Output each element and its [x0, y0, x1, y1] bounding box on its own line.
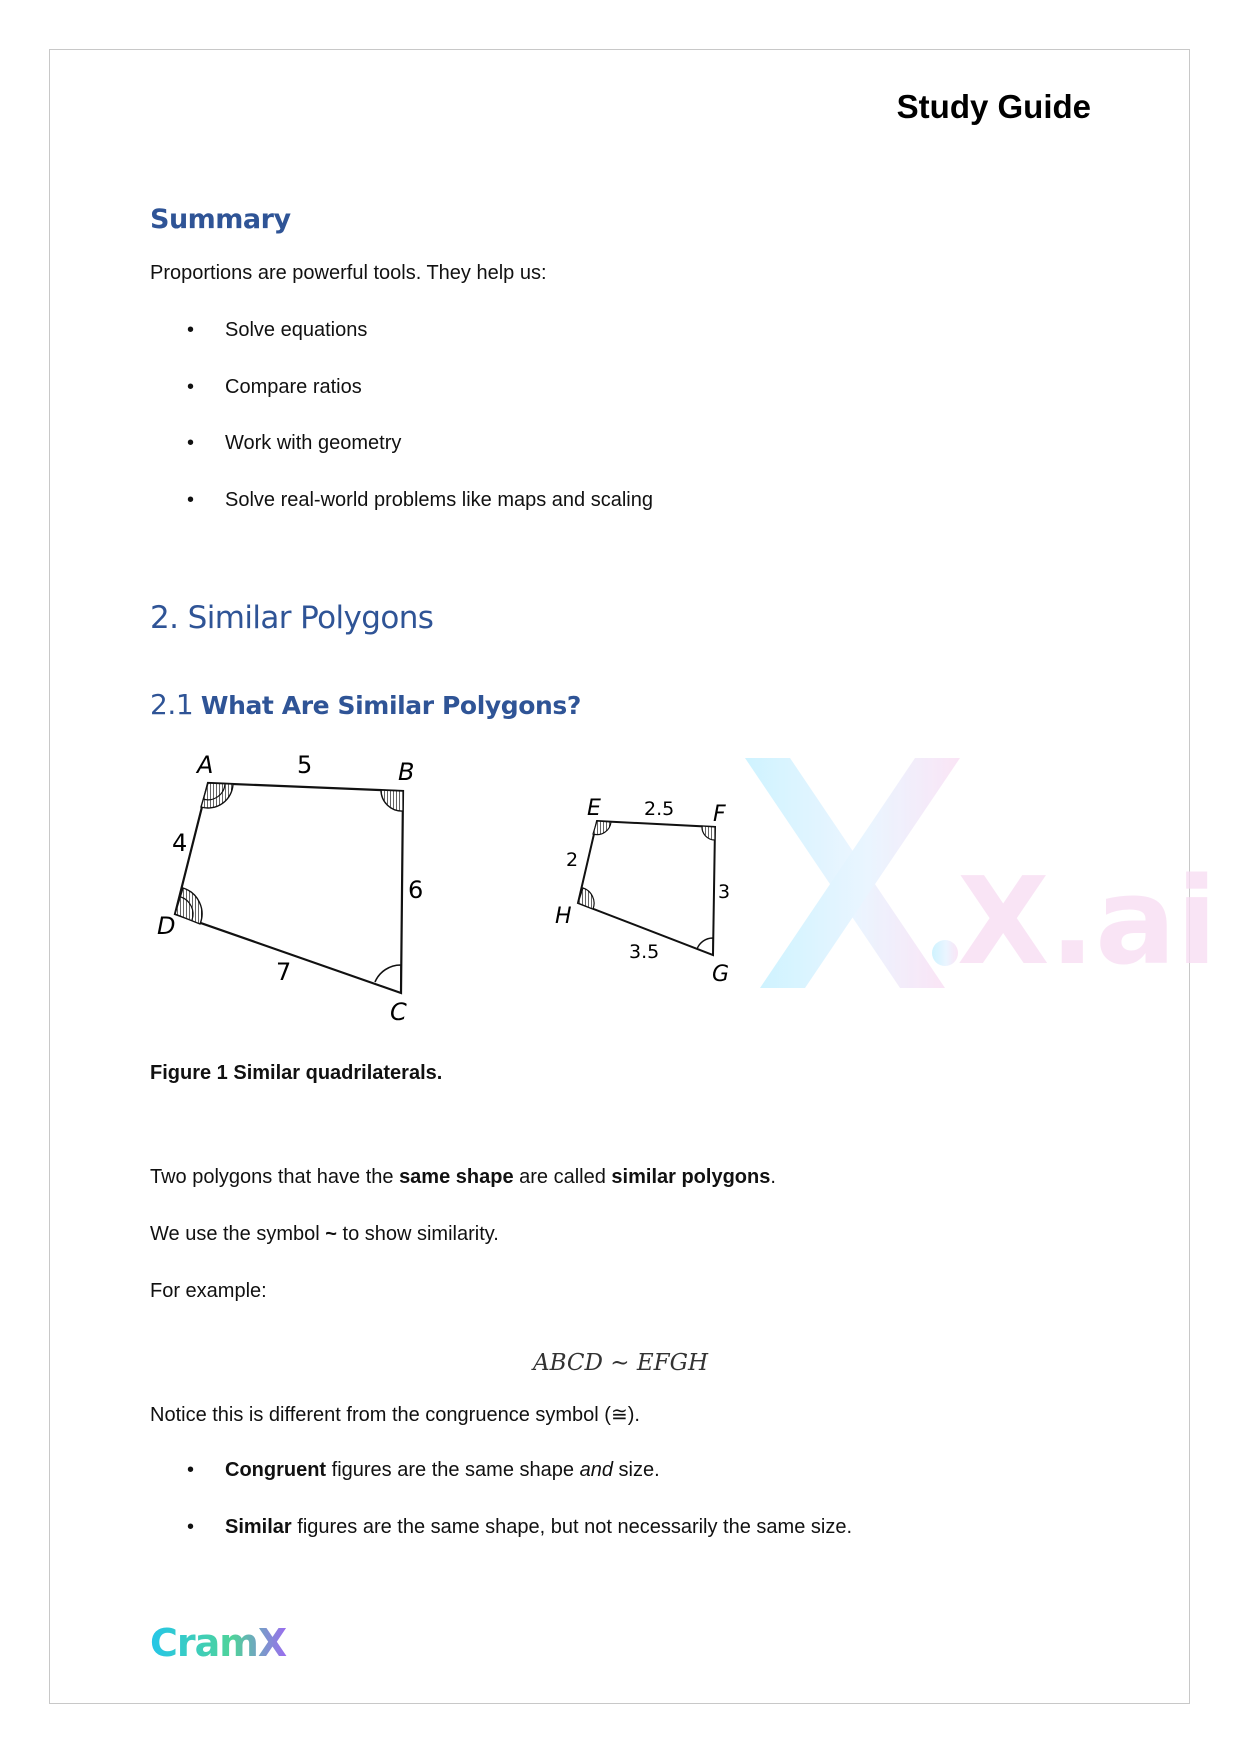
summary-bullet: • Solve equations: [187, 319, 368, 341]
congruent-bullet: • Congruent figures are the same shape and size.: [187, 1459, 660, 1481]
bullet-dot: •: [187, 376, 195, 398]
bullet-dot: •: [187, 1459, 195, 1481]
vertex-label-h: H: [555, 904, 572, 929]
side-label-ab: 5: [297, 751, 313, 779]
side-label-fg: 3: [718, 881, 731, 903]
bullet-dot: •: [187, 1516, 195, 1538]
paragraph-symbol: We use the symbol ~ to show similarity.: [150, 1223, 499, 1245]
figure-caption: Figure 1 Similar quadrilaterals.: [150, 1062, 443, 1084]
side-label-cd: 7: [276, 958, 292, 986]
vertex-label-b: B: [398, 758, 415, 786]
similarity-formula: ABCD ∼ EFGH: [532, 1350, 709, 1376]
vertex-label-d: D: [157, 912, 176, 940]
paragraph-congruence-note: Notice this is different from the congruence symbol (≅).: [150, 1404, 640, 1426]
vertex-label-e: E: [587, 796, 601, 821]
summary-bullet: • Solve real-world problems like maps and scaling: [187, 489, 653, 511]
similar-quadrilaterals-figure: [150, 748, 750, 1038]
side-label-gh: 3.5: [629, 941, 660, 963]
paragraph-similar-definition: Two polygons that have the same shape are called similar polygons.: [150, 1166, 776, 1188]
watermark-text: X.ai: [957, 853, 1218, 992]
side-label-da: 4: [172, 829, 188, 857]
quadrilateral-abcd: [157, 751, 423, 1026]
document-title: Study Guide: [896, 88, 1091, 125]
similar-bullet: • Similar figures are the same shape, but not necessarily the same size.: [187, 1516, 852, 1538]
quadrilateral-efgh: [555, 796, 730, 987]
cramx-logo: [150, 1618, 300, 1666]
angle-f-mark: [702, 826, 715, 840]
side-label-he: 2: [566, 849, 579, 871]
bullet-dot: •: [187, 432, 195, 454]
vertex-label-f: F: [713, 802, 726, 827]
angle-a-mark: [201, 783, 233, 808]
angle-d-mark: [175, 888, 202, 924]
summary-heading: Summary: [150, 204, 291, 235]
summary-intro: Proportions are powerful tools. They help us:: [150, 262, 547, 284]
paragraph-example: For example:: [150, 1280, 267, 1302]
logo-wordmark: CramX: [150, 1621, 287, 1665]
bullet-dot: •: [187, 319, 195, 341]
section-heading: 2. Similar Polygons: [150, 600, 434, 636]
angle-b-mark: [381, 790, 403, 811]
vertex-label-a: A: [197, 751, 214, 779]
side-label-bc: 6: [408, 876, 424, 904]
summary-bullet: • Work with geometry: [187, 432, 402, 454]
subsection-heading: 2.1 What Are Similar Polygons?: [150, 688, 582, 721]
vertex-label-g: G: [712, 962, 730, 987]
summary-bullet: • Compare ratios: [187, 376, 362, 398]
side-label-ef: 2.5: [644, 798, 675, 820]
vertex-label-c: C: [390, 998, 407, 1026]
watermark-logo: [745, 758, 1218, 993]
bullet-dot: •: [187, 489, 195, 511]
